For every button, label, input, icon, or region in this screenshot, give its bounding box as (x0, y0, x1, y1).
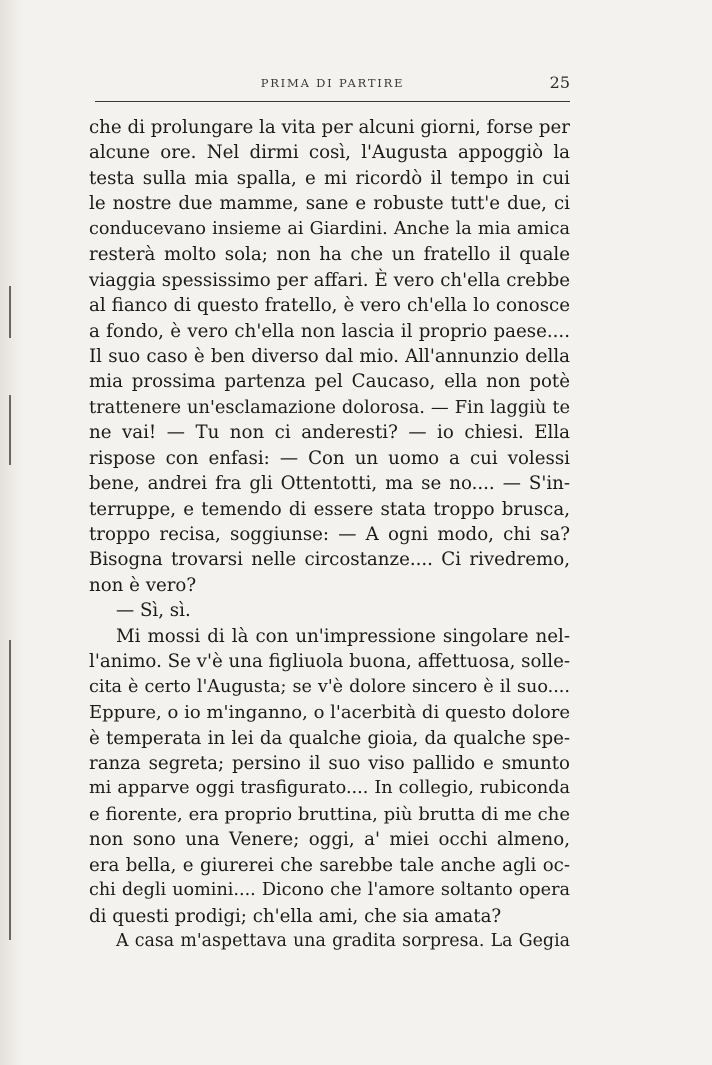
text-line: mi apparve oggi trasfigurato.... In collegio, rubiconda (89, 778, 570, 799)
text-line: le nostre due mamme, sane e robuste tutt'e due, ci (89, 193, 570, 215)
text-line: Eppure, o io m'inganno, o l'acerbità di questo dolore (89, 702, 570, 724)
text-line: non sono una Venere; oggi, a' miei occhi almeno, (89, 829, 570, 851)
page-edge (0, 0, 22, 1065)
text-line: viaggia spessissimo per affari. È vero ch'ella crebbe (89, 269, 570, 291)
text-line: Il suo caso è ben diverso dal mio. All'annunzio della (89, 345, 570, 367)
edge-mark (9, 640, 11, 940)
text-line: conducevano insieme ai Giardini. Anche la mia amica (89, 218, 570, 239)
text-line: l'animo. Se v'è una figliuola buona, affettuosa, solle- (89, 651, 570, 673)
text-line: rispose con enfasi: — Con un uomo a cui volessi (89, 447, 570, 469)
page-number: 25 (549, 73, 570, 92)
text-line: è temperata in lei da qualche gioia, da qualche spe- (89, 727, 570, 749)
text-line: non è vero? (89, 574, 197, 596)
text-line: ranza segreta; persino il suo viso pallido e smunto (89, 752, 570, 774)
text-line: troppo recisa, soggiunse: — A ogni modo, chi sa? (89, 524, 570, 545)
text-line: era bella, e giurerei che sarebbe tale anche agli oc- (89, 854, 570, 876)
text-line: chi degli uomini.... Dicono che l'amore soltanto opera (89, 880, 570, 901)
edge-mark (9, 395, 11, 465)
text-line: terruppe, e temendo di essere stata troppo brusca, (89, 498, 570, 520)
text-line: bene, andrei fra gli Ottentotti, ma se no.... — S'in- (89, 473, 570, 495)
body-text (89, 115, 570, 954)
text-line: testa sulla mia spalla, e mi ricordò il tempo in cui (89, 167, 570, 189)
text-line: A casa m'aspettava una gradita sorpresa. La Gegia (116, 931, 570, 951)
text-line: ne vai! — Tu non ci anderesti? — io chiesi. Ella (89, 422, 570, 444)
text-line: di questi prodigi; ch'ella ami, che sia amata? (89, 905, 502, 927)
text-line: trattenere un'esclamazione dolorosa. — Fin laggiù te (89, 396, 570, 418)
text-line: a fondo, è vero ch'ella non lascia il proprio paese.... (89, 320, 570, 342)
text-line: alcune ore. Nel dirmi così, l'Augusta appoggiò la (89, 142, 570, 164)
text-line: e fiorente, era proprio bruttina, più brutta di me che (89, 803, 570, 825)
running-head (95, 74, 570, 96)
header-rule (95, 101, 570, 102)
edge-mark (9, 286, 11, 338)
text-line: resterà molto sola; non ha che un fratello il quale (89, 244, 570, 266)
text-line: cita è certo l'Augusta; se v'è dolore sincero è il suo.... (89, 676, 570, 697)
text-line: che di prolungare la vita per alcuni giorni, forse per (89, 117, 570, 138)
running-title: PRIMA DI PARTIRE (260, 76, 405, 90)
text-line: mia prossima partenza pel Caucaso, ella non potè (89, 371, 570, 393)
text-line: Bisogna trovarsi nelle circostanze.... Ci rivedremo, (89, 549, 570, 571)
text-line: al fianco di questo fratello, è vero ch'ella lo conosce (89, 295, 570, 317)
text-line: Mi mossi di là con un'impressione singolare nel- (116, 625, 570, 647)
text-line: — Sì, sì. (116, 600, 191, 622)
